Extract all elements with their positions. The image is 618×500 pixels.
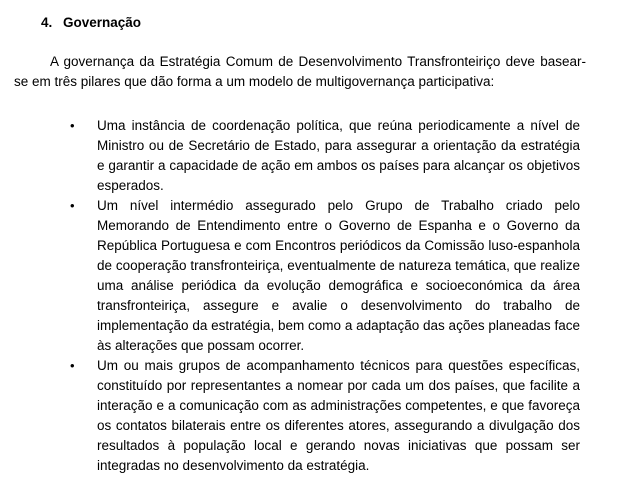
- list-item-text: Uma instância de coordenação política, que reúna periodicamente a nível de Ministro ou de Secretário de Estado, para assegurar a orientação da estratégia e garantir a capacidade de ação em ambos os países para alcançar os objetivos esperados.: [97, 118, 580, 193]
- intro-paragraph: A governança da Estratégia Comum de Desenvolvimento Transfronteiriço deve basear-se em três pilares que dão forma a um modelo de multigovernança participativa:: [14, 54, 586, 89]
- list-item-text: Um nível intermédio assegurado pelo Grupo de Trabalho criado pelo Memorando de Entendimento entre o Governo de Espanha e o Governo da República Portuguesa e com Encontros periódicos da Comissão luso-espanhola de cooperação transfronteiriça, eventualmente de natureza temática, que realize uma análise periódica da evolução demográfica e socioeconómica da área transfronteiriça, assegure e avalie o desenvolvimento do trabalho de implementação da estratégia, bem como a adaptação das ações planeadas face às alterações que possam ocorrer.: [97, 198, 580, 353]
- bullet-icon: •: [70, 358, 75, 373]
- list-item-text: Um ou mais grupos de acompanhamento técnicos para questões específicas, constituído por representantes a nomear por cada um dos países, que facilite a interação e a comunicação com as administrações competentes, e que favoreça os contatos bilaterais entre os diferentes atores, assegurando a divulgação dos resultados à população local e gerando novas iniciativas que possam ser integradas no desenvolvimento da estratégia.: [97, 358, 580, 473]
- pillars-list: [70, 116, 580, 476]
- bullet-icon: •: [70, 118, 75, 133]
- list-item: [70, 116, 580, 196]
- section-heading: [41, 13, 141, 33]
- section-title: Governação: [63, 15, 142, 30]
- list-item: [70, 196, 580, 356]
- list-item: [70, 356, 580, 476]
- section-number: 4.: [41, 15, 53, 30]
- bullet-icon: •: [70, 198, 75, 213]
